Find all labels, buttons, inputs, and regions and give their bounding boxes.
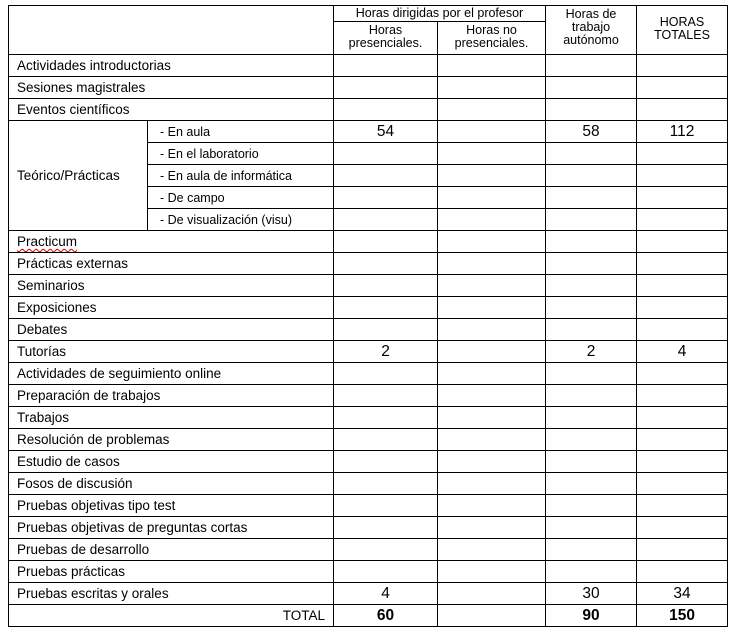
activity-label <box>9 297 334 319</box>
value-autonomo <box>546 451 637 473</box>
value-no-presenciales <box>438 385 546 407</box>
value-autonomo <box>546 253 637 275</box>
teorico-subrow-label: - En aula <box>148 121 334 143</box>
total-row <box>9 605 728 627</box>
value-presenciales <box>334 473 438 495</box>
activity-label <box>9 429 334 451</box>
value-totales <box>637 99 728 121</box>
activity-label-text: Exposiciones <box>17 300 97 315</box>
value-autonomo <box>546 385 637 407</box>
value-no-presenciales <box>438 253 546 275</box>
value-presenciales <box>334 99 438 121</box>
value-autonomo <box>546 143 637 165</box>
value-autonomo <box>546 407 637 429</box>
activity-label <box>9 363 334 385</box>
value-totales: 112 <box>637 121 728 143</box>
activity-label <box>9 253 334 275</box>
table-row <box>9 451 728 473</box>
value-presenciales <box>334 165 438 187</box>
value-autonomo <box>546 297 637 319</box>
activity-label <box>9 231 334 253</box>
activity-label-text: Tutorías <box>17 344 67 359</box>
activity-label <box>9 583 334 605</box>
value-autonomo <box>546 363 637 385</box>
table-row <box>9 429 728 451</box>
value-no-presenciales <box>438 187 546 209</box>
table-row <box>9 99 728 121</box>
value-totales <box>637 539 728 561</box>
value-autonomo: 58 <box>546 121 637 143</box>
value-autonomo: 2 <box>546 341 637 363</box>
value-autonomo: 90 <box>546 605 637 627</box>
value-no-presenciales <box>438 77 546 99</box>
value-autonomo <box>546 429 637 451</box>
value-totales <box>637 451 728 473</box>
hours-table <box>8 5 728 627</box>
activity-label-text: Fosos de discusión <box>17 476 133 491</box>
value-totales <box>637 253 728 275</box>
teorico-subrow-label: - En el laboratorio <box>148 143 334 165</box>
value-autonomo <box>546 187 637 209</box>
activity-label-text: Trabajos <box>17 410 70 425</box>
activity-label <box>9 385 334 407</box>
value-no-presenciales <box>438 363 546 385</box>
table-row <box>9 121 728 143</box>
value-presenciales <box>334 539 438 561</box>
value-presenciales <box>334 253 438 275</box>
value-no-presenciales <box>438 451 546 473</box>
value-presenciales <box>334 429 438 451</box>
activity-label-text: Preparación de trabajos <box>17 388 161 403</box>
teorico-subrow-label: - En aula de informática <box>148 165 334 187</box>
table-row <box>9 319 728 341</box>
activity-label-text: Prácticas externas <box>17 256 129 271</box>
value-no-presenciales <box>438 341 546 363</box>
value-no-presenciales <box>438 517 546 539</box>
value-totales <box>637 77 728 99</box>
teorico-practicas-label: Teórico/Prácticas <box>9 121 148 231</box>
activity-label <box>9 451 334 473</box>
activity-label-text: Seminarios <box>17 278 85 293</box>
value-no-presenciales <box>438 539 546 561</box>
activity-label-text: Pruebas de desarrollo <box>17 542 150 557</box>
value-autonomo <box>546 209 637 231</box>
value-presenciales <box>334 187 438 209</box>
value-totales <box>637 407 728 429</box>
value-presenciales <box>334 407 438 429</box>
value-totales: 4 <box>637 341 728 363</box>
activity-label <box>9 99 334 121</box>
table-row <box>9 253 728 275</box>
value-totales <box>637 319 728 341</box>
activity-label-text: Pruebas objetivas de preguntas cortas <box>17 520 248 535</box>
value-presenciales <box>334 319 438 341</box>
value-presenciales <box>334 363 438 385</box>
value-no-presenciales <box>438 583 546 605</box>
table-row <box>9 407 728 429</box>
value-no-presenciales <box>438 209 546 231</box>
value-no-presenciales <box>438 143 546 165</box>
value-autonomo <box>546 517 637 539</box>
value-presenciales <box>334 55 438 77</box>
value-totales <box>637 165 728 187</box>
value-presenciales <box>334 451 438 473</box>
value-totales <box>637 473 728 495</box>
header-presenciales <box>334 22 438 55</box>
value-totales <box>637 385 728 407</box>
value-totales <box>637 517 728 539</box>
value-presenciales <box>334 275 438 297</box>
value-totales: 150 <box>637 605 728 627</box>
table-row <box>9 561 728 583</box>
header-totales <box>637 6 728 55</box>
activity-label-text: Resolución de problemas <box>17 432 170 447</box>
header-autonomo <box>546 6 637 55</box>
value-totales: 34 <box>637 583 728 605</box>
table-row <box>9 275 728 297</box>
table-row <box>9 583 728 605</box>
activity-label <box>9 341 334 363</box>
header-presenciales-line-2: presenciales. <box>348 36 423 50</box>
value-autonomo <box>546 165 637 187</box>
value-no-presenciales <box>438 231 546 253</box>
activity-label-text: Actividades de seguimiento online <box>17 366 222 381</box>
header-no-presenciales <box>438 22 546 55</box>
value-totales <box>637 55 728 77</box>
table-row <box>9 231 728 253</box>
value-no-presenciales <box>438 319 546 341</box>
table-row <box>9 495 728 517</box>
activity-label-text: Pruebas objetivas tipo test <box>17 498 176 513</box>
value-no-presenciales <box>438 297 546 319</box>
activity-label-text: Pruebas escritas y orales <box>17 586 169 601</box>
header-blank-cell <box>9 6 334 55</box>
table-row <box>9 297 728 319</box>
value-totales <box>637 187 728 209</box>
table-row <box>9 539 728 561</box>
value-no-presenciales <box>438 473 546 495</box>
table-row <box>9 77 728 99</box>
value-no-presenciales <box>438 55 546 77</box>
value-totales <box>637 209 728 231</box>
activity-label-text: Practicum <box>17 234 78 249</box>
teorico-subrow-label: - De campo <box>148 187 334 209</box>
value-presenciales: 2 <box>334 341 438 363</box>
value-presenciales <box>334 77 438 99</box>
value-presenciales: 4 <box>334 583 438 605</box>
value-presenciales <box>334 209 438 231</box>
value-autonomo <box>546 539 637 561</box>
value-autonomo <box>546 561 637 583</box>
activity-label-text: Estudio de casos <box>17 454 120 469</box>
table-row <box>9 363 728 385</box>
value-presenciales <box>334 143 438 165</box>
value-autonomo <box>546 495 637 517</box>
value-presenciales <box>334 297 438 319</box>
value-presenciales: 60 <box>334 605 438 627</box>
value-autonomo <box>546 77 637 99</box>
value-no-presenciales <box>438 605 546 627</box>
activity-label <box>9 275 334 297</box>
value-presenciales: 54 <box>334 121 438 143</box>
activity-label-text: Actividades introductorias <box>17 58 171 73</box>
value-autonomo <box>546 319 637 341</box>
value-presenciales <box>334 495 438 517</box>
activity-label-text: Debates <box>17 322 68 337</box>
header-group-profesor: Horas dirigidas por el profesor <box>334 6 546 22</box>
table-row <box>9 385 728 407</box>
header-presenciales-line-1: Horas <box>368 23 403 37</box>
activity-label <box>9 495 334 517</box>
value-autonomo <box>546 99 637 121</box>
activity-label <box>9 55 334 77</box>
activity-label <box>9 407 334 429</box>
table-row <box>9 473 728 495</box>
value-totales <box>637 429 728 451</box>
header-totales-line-1: HORAS <box>659 15 705 29</box>
header-totales-line-2: TOTALES <box>654 28 710 42</box>
value-presenciales <box>334 231 438 253</box>
value-no-presenciales <box>438 121 546 143</box>
value-autonomo <box>546 275 637 297</box>
value-no-presenciales <box>438 429 546 451</box>
value-totales <box>637 363 728 385</box>
value-autonomo <box>546 231 637 253</box>
activity-label <box>9 539 334 561</box>
value-no-presenciales <box>438 407 546 429</box>
value-totales <box>637 561 728 583</box>
activity-label <box>9 517 334 539</box>
activity-label-text: Sesiones magistrales <box>17 80 146 95</box>
value-presenciales <box>334 517 438 539</box>
activity-label-text: Eventos científicos <box>17 102 130 117</box>
header-autonomo-line-2: trabajo <box>571 20 611 34</box>
total-label: TOTAL <box>9 605 334 627</box>
table-row <box>9 517 728 539</box>
value-no-presenciales <box>438 165 546 187</box>
header-no-presenciales-line-1: Horas no <box>466 23 517 37</box>
value-totales <box>637 275 728 297</box>
value-autonomo <box>546 473 637 495</box>
table-row <box>9 55 728 77</box>
header-autonomo-line-3: autónomo <box>563 33 619 47</box>
header-no-presenciales-line-2: presenciales. <box>454 36 529 50</box>
value-totales <box>637 143 728 165</box>
value-presenciales <box>334 561 438 583</box>
activity-label <box>9 319 334 341</box>
value-no-presenciales <box>438 495 546 517</box>
value-autonomo: 30 <box>546 583 637 605</box>
value-no-presenciales <box>438 561 546 583</box>
value-no-presenciales <box>438 99 546 121</box>
value-totales <box>637 495 728 517</box>
value-autonomo <box>546 55 637 77</box>
value-no-presenciales <box>438 275 546 297</box>
value-totales <box>637 231 728 253</box>
activity-label-text: Pruebas prácticas <box>17 564 126 579</box>
header-row-1 <box>9 6 728 22</box>
activity-label <box>9 473 334 495</box>
value-presenciales <box>334 385 438 407</box>
table-row <box>9 341 728 363</box>
header-autonomo-line-1: Horas de <box>565 7 617 21</box>
activity-label <box>9 77 334 99</box>
value-totales <box>637 297 728 319</box>
teorico-subrow-label: - De visualización (visu) <box>148 209 334 231</box>
activity-label <box>9 561 334 583</box>
